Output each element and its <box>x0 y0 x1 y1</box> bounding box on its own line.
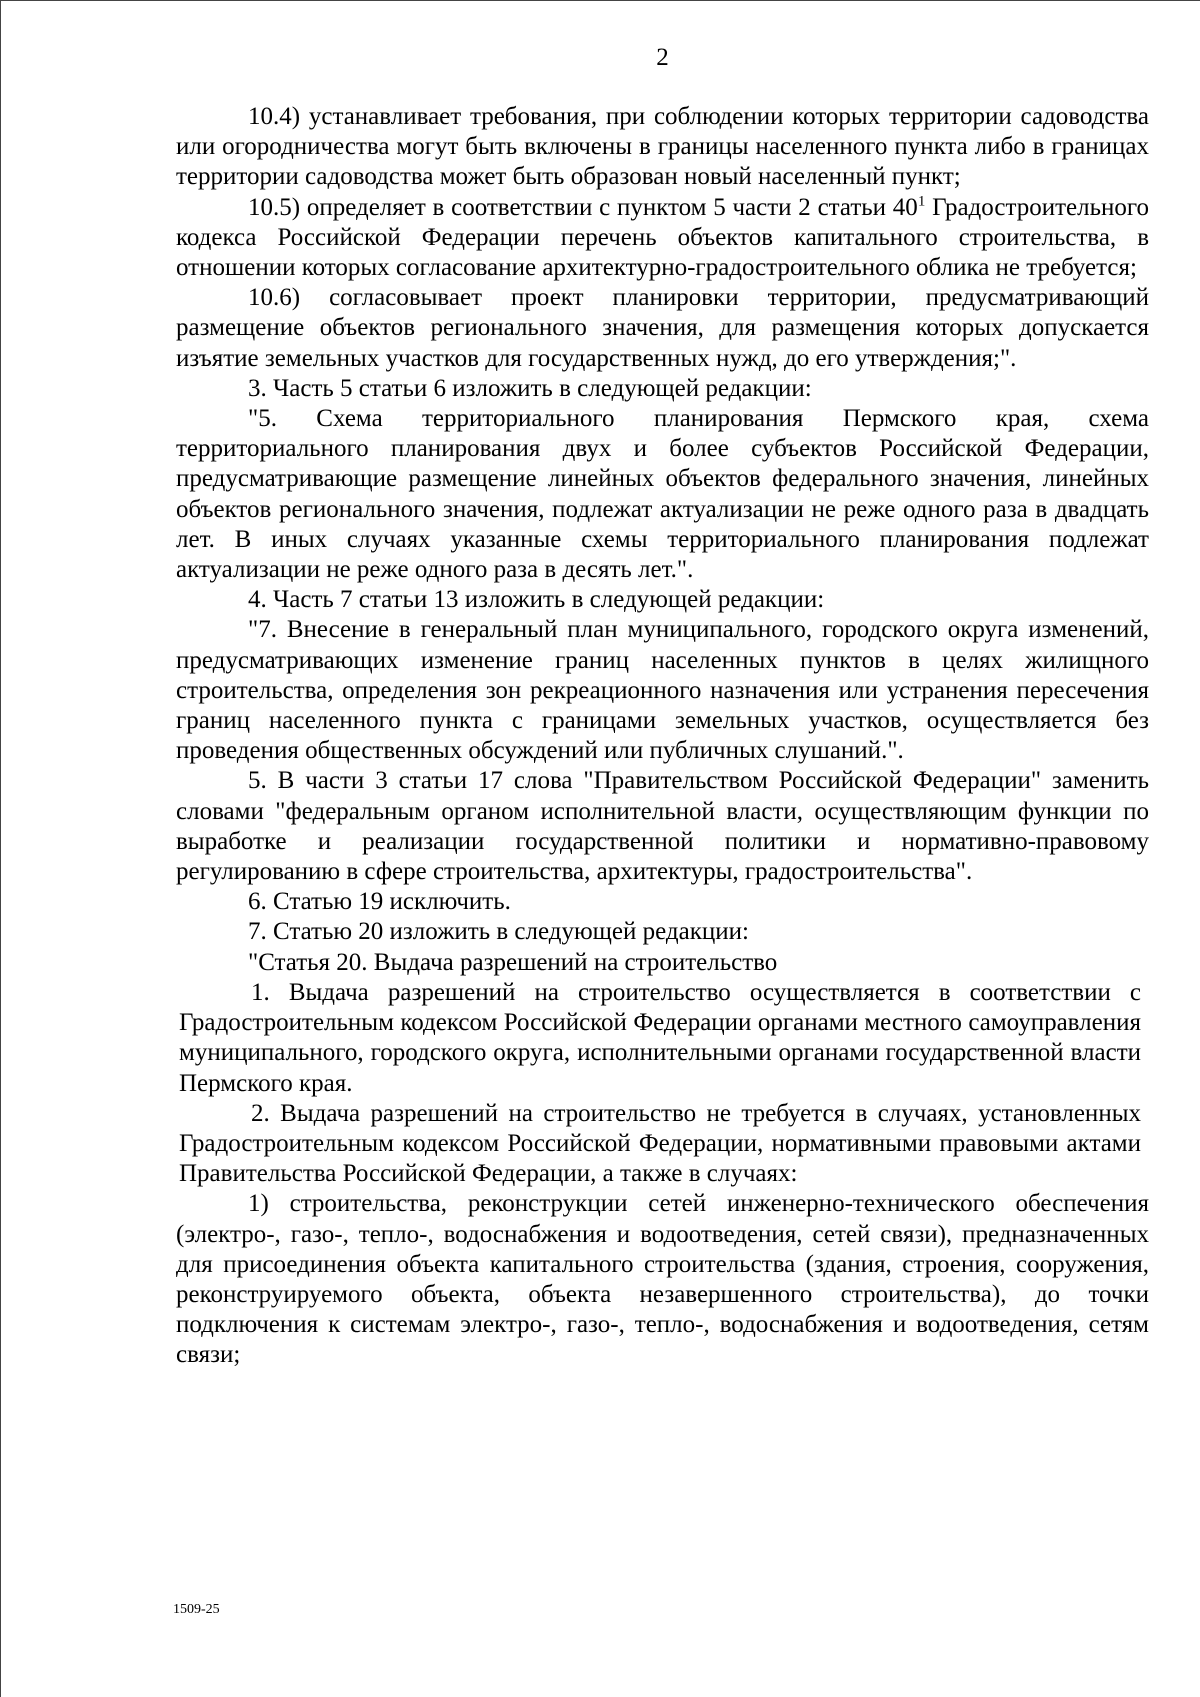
document-code: 1509-25 <box>173 1602 220 1617</box>
article-20-part-1: 1. Выдача разрешений на строительство осуществляется в соответствии с Градостроительным кодексом Российской Федерации органами местного самоуправления муниципального, городского округа, исполнительными органами государственной власти Пермского края. <box>179 978 1141 1097</box>
superscript-index: 1 <box>917 193 926 210</box>
paragraph-item-5: 5. В части 3 статьи 17 слова "Правительством Российской Федерации" заменить словами "федеральным органом исполнительной власти, осуществляющим функции по выработке и реализации государственной политики и нормативно-правовому регулированию в сфере строительства, архитектуры, градостроительства". <box>176 767 1149 886</box>
paragraph-item-4: 4. Часть 7 статьи 13 изложить в следующей редакции: <box>248 586 825 614</box>
paragraph-item-7: 7. Статью 20 изложить в следующей редакции: <box>248 918 749 946</box>
document-body <box>176 102 1149 1371</box>
paragraph-quote-7: "7. Внесение в генеральный план муниципального, городского округа изменений, предусматривающих изменение границ населенных пунктов в целях жилищного строительства, определения зон рекреационного назначения или устранения пересечения границ населенного пункта с границами земельных участков, осуществляется без проведения общественных обсуждений или публичных слушаний.". <box>176 616 1149 765</box>
page-number: 2 <box>656 44 669 71</box>
paragraph-10-5-rest: Градостроительного кодекса Российской Федерации перечень объектов капитального строительства, в отношении которых согласование архитектурно-градостроительного облика не требуется; <box>176 193 1150 282</box>
article-20-heading: "Статья 20. Выдача разрешений на строительство <box>248 948 778 976</box>
paragraph-10-6: 10.6) согласовывает проект планировки территории, предусматривающий размещение объектов регионального значения, для размещения которых допускается изъятие земельных участков для государственных нужд, до его утверждения;". <box>176 284 1149 372</box>
paragraph-10-5-lead: 10.5) определяет в соответствии с пунктом 5 части 2 статьи 40 <box>248 193 918 221</box>
paragraph-item-6: 6. Статью 19 исключить. <box>248 888 511 916</box>
paragraph-10-4: 10.4) устанавливает требования, при соблюдении которых территории садоводства или огородничества могут быть включены в границы населенного пункта либо в границах территории садоводства может быть образован новый населенный пункт; <box>176 103 1149 191</box>
paragraph-item-3: 3. Часть 5 статьи 6 изложить в следующей редакции: <box>248 374 812 402</box>
paragraph-10-5 <box>176 193 1149 284</box>
article-20-part-2-item-1: 1) строительства, реконструкции сетей инженерно-технического обеспечения (электро-, газо-, тепло-, водоснабжения и водоотведения, сетей связи), предназначенных для присоединения объекта капитального строительства (здания, строения, сооружения, реконструируемого объекта, объекта незавершенного строительства), до точки подключения к системам электро-, газо-, тепло-, водоснабжения и водоотведения, сетям связи; <box>176 1190 1149 1369</box>
article-20-part-2: 2. Выдача разрешений на строительство не требуется в случаях, установленных Градостроительным кодексом Российской Федерации, нормативными правовыми актами Правительства Российской Федерации, а также в случаях: <box>179 1099 1141 1188</box>
paragraph-quote-5: "5. Схема территориального планирования Пермского края, схема территориального планирования двух и более субъектов Российской Федерации, предусматривающие размещение линейных объектов федерального значения, линейных объектов регионального значения, подлежат актуализации не реже одного раза в двадцать лет. В иных случаях указанные схемы территориального планирования подлежат актуализации не реже одного раза в десять лет.". <box>176 405 1149 584</box>
